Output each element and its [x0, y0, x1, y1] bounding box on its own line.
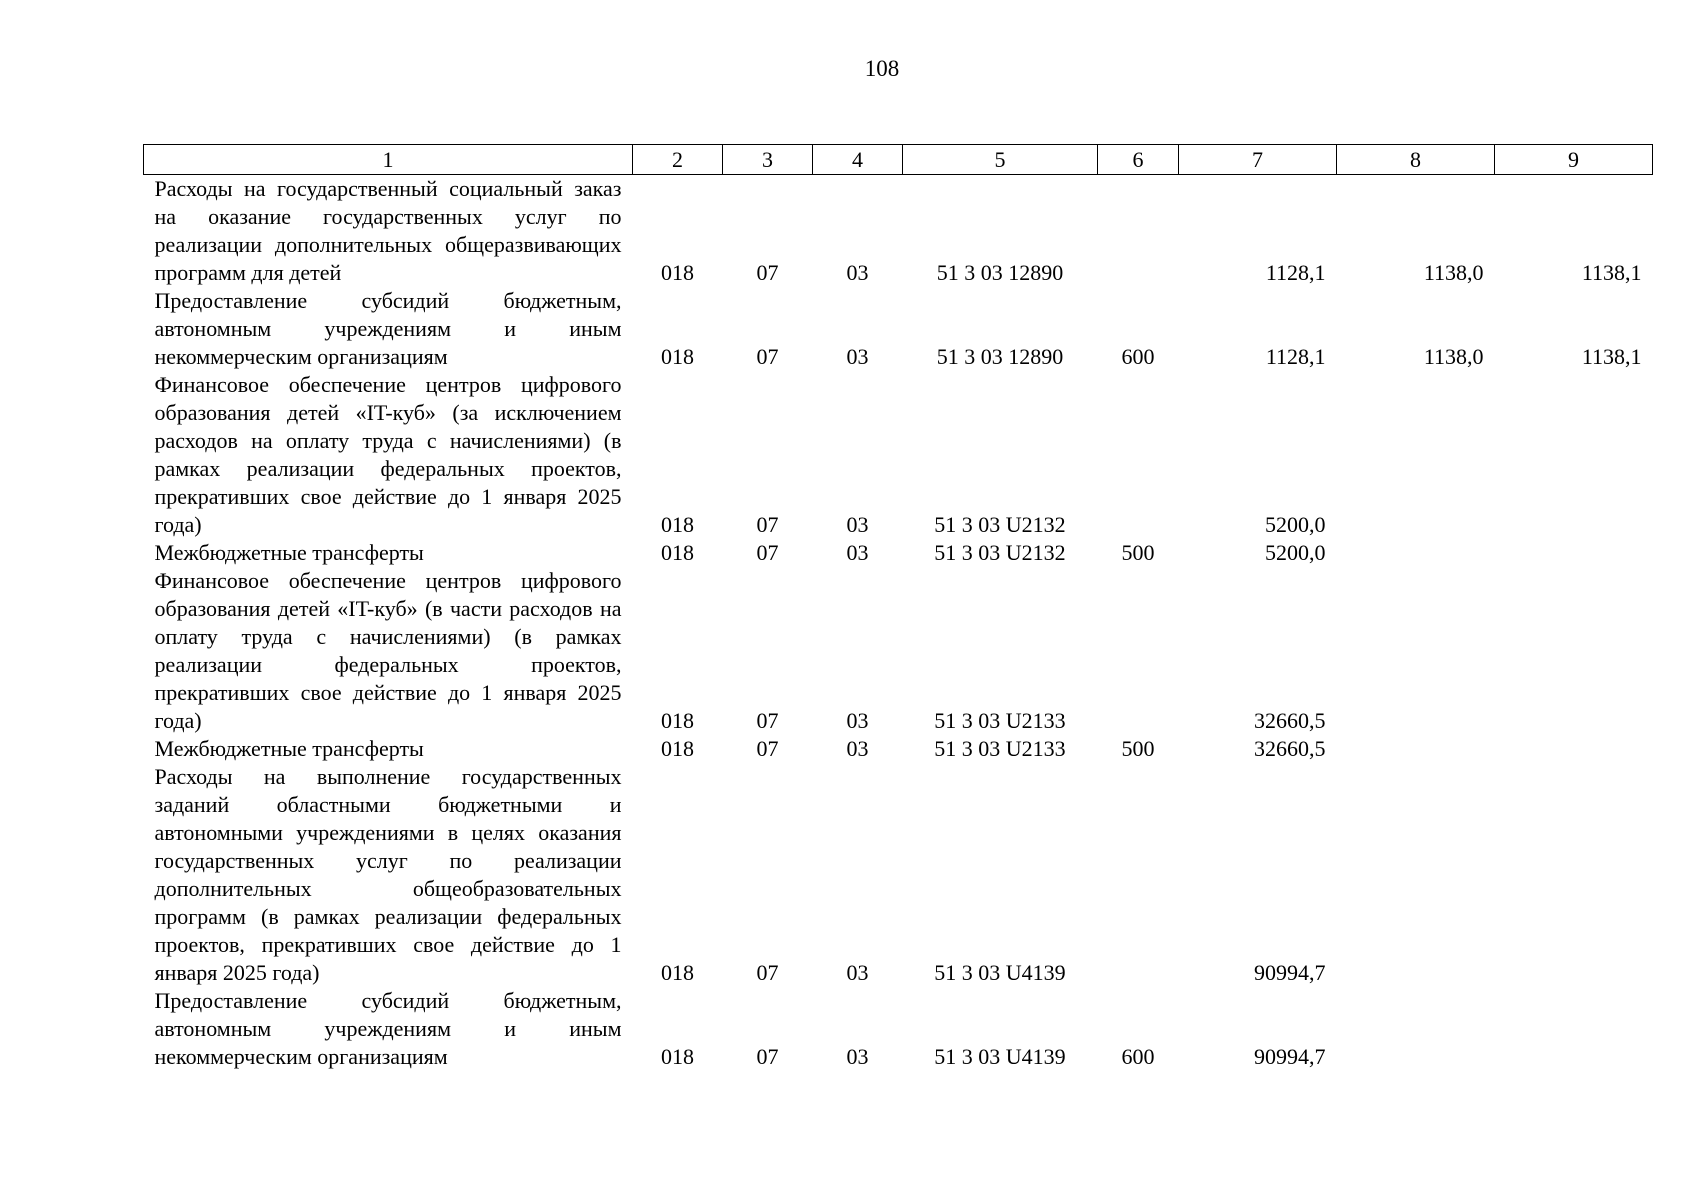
column-header-9: 9 — [1495, 145, 1653, 175]
row-csr-code: 51 3 03 U2133 — [934, 708, 1066, 733]
table-row — [144, 175, 1653, 288]
row-gr-code: 018 — [661, 344, 694, 369]
row-gr-code: 018 — [661, 540, 694, 565]
row-amount-col7: 5200,0 — [1265, 512, 1326, 537]
column-header-2: 2 — [633, 145, 723, 175]
row-gr-code: 018 — [661, 960, 694, 985]
table-header-row — [144, 145, 1653, 175]
row-description: Межбюджетные трансферты — [154, 736, 424, 761]
table-row — [144, 539, 1653, 567]
table-body — [144, 175, 1653, 1072]
row-vr-code — [1098, 371, 1179, 539]
row-gr-code: 018 — [661, 1044, 694, 1069]
table-row — [144, 567, 1653, 735]
row-amount-col8 — [1337, 735, 1495, 763]
budget-table — [143, 144, 1653, 1071]
row-amount-col9 — [1495, 735, 1653, 763]
row-csr-code: 51 3 03 U4139 — [934, 960, 1066, 985]
row-pr-code: 03 — [846, 960, 869, 985]
row-rz-code: 07 — [756, 708, 779, 733]
row-amount-col9: 1138,1 — [1581, 344, 1642, 369]
page-number: 108 — [864, 56, 900, 81]
column-header-5: 5 — [903, 145, 1098, 175]
column-header-1: 1 — [144, 145, 633, 175]
row-csr-code: 51 3 03 12890 — [936, 344, 1064, 369]
row-amount-col9 — [1495, 539, 1653, 567]
row-vr-code: 500 — [1121, 736, 1155, 761]
row-description: Финансовое обеспечение центров цифрового образования детей «IT-куб» (за исключением расходов на оплату труда с начислениями) (в рамках реализации федеральных проектов, прекративших свое действие до 1 января 2025 года) — [154, 372, 622, 537]
table-row — [144, 987, 1653, 1071]
row-pr-code: 03 — [846, 540, 869, 565]
row-amount-col7: 1128,1 — [1265, 344, 1326, 369]
row-amount-col8 — [1337, 763, 1495, 987]
row-description: Расходы на выполнение государственных заданий областными бюджетными и автономными учреждениями в целях оказания государственных услуг по реализации дополнительных общеобразовательных программ (в рамках реализации федеральных проектов, прекративших свое действие до 1 января 2025 года) — [154, 764, 622, 985]
column-header-6: 6 — [1098, 145, 1179, 175]
row-vr-code: 600 — [1121, 1044, 1155, 1069]
row-amount-col9 — [1495, 987, 1653, 1071]
row-amount-col9: 1138,1 — [1581, 260, 1642, 285]
row-rz-code: 07 — [756, 344, 779, 369]
row-csr-code: 51 3 03 12890 — [936, 260, 1064, 285]
row-vr-code — [1098, 175, 1179, 288]
row-amount-col7: 5200,0 — [1265, 540, 1326, 565]
row-amount-col8 — [1337, 539, 1495, 567]
row-amount-col7: 32660,5 — [1254, 736, 1326, 761]
row-description: Предоставление субсидий бюджетным, автономным учреждениям и иным некоммерческим организациям — [154, 288, 622, 369]
row-amount-col8: 1138,0 — [1423, 344, 1484, 369]
row-rz-code: 07 — [756, 540, 779, 565]
row-pr-code: 03 — [846, 1044, 869, 1069]
row-csr-code: 51 3 03 U2132 — [934, 540, 1066, 565]
row-amount-col7: 90994,7 — [1254, 960, 1326, 985]
row-pr-code: 03 — [846, 512, 869, 537]
row-pr-code: 03 — [846, 260, 869, 285]
row-amount-col7: 1128,1 — [1265, 260, 1326, 285]
column-header-8: 8 — [1337, 145, 1495, 175]
row-gr-code: 018 — [661, 736, 694, 761]
row-amount-col7: 90994,7 — [1254, 1044, 1326, 1069]
row-vr-code — [1098, 763, 1179, 987]
row-rz-code: 07 — [756, 512, 779, 537]
row-description: Расходы на государственный социальный заказ на оказание государственных услуг по реализации дополнительных общеразвивающих программ для детей — [154, 176, 622, 285]
row-rz-code: 07 — [756, 960, 779, 985]
row-pr-code: 03 — [846, 344, 869, 369]
row-csr-code: 51 3 03 U2133 — [934, 736, 1066, 761]
row-gr-code: 018 — [661, 708, 694, 733]
row-rz-code: 07 — [756, 260, 779, 285]
row-amount-col8 — [1337, 987, 1495, 1071]
column-header-3: 3 — [723, 145, 813, 175]
table-row — [144, 735, 1653, 763]
column-header-4: 4 — [813, 145, 903, 175]
row-gr-code: 018 — [661, 260, 694, 285]
row-csr-code: 51 3 03 U4139 — [934, 1044, 1066, 1069]
row-rz-code: 07 — [756, 736, 779, 761]
row-description: Межбюджетные трансферты — [154, 540, 424, 565]
row-amount-col8: 1138,0 — [1423, 260, 1484, 285]
row-description: Финансовое обеспечение центров цифрового образования детей «IT-куб» (в части расходов на оплату труда с начислениями) (в рамках реализации федеральных проектов, прекративших свое действие до 1 января 2025 года) — [154, 568, 622, 733]
row-gr-code: 018 — [661, 512, 694, 537]
row-vr-code: 600 — [1121, 344, 1155, 369]
table-row — [144, 763, 1653, 987]
row-rz-code: 07 — [756, 1044, 779, 1069]
table-row — [144, 287, 1653, 371]
row-amount-col8 — [1337, 567, 1495, 735]
table-row — [144, 371, 1653, 539]
row-amount-col7: 32660,5 — [1254, 708, 1326, 733]
row-pr-code: 03 — [846, 708, 869, 733]
row-vr-code: 500 — [1121, 540, 1155, 565]
row-amount-col9 — [1495, 763, 1653, 987]
row-amount-col9 — [1495, 567, 1653, 735]
row-vr-code — [1098, 567, 1179, 735]
row-amount-col9 — [1495, 371, 1653, 539]
row-pr-code: 03 — [846, 736, 869, 761]
row-csr-code: 51 3 03 U2132 — [934, 512, 1066, 537]
row-description: Предоставление субсидий бюджетным, автономным учреждениям и иным некоммерческим организациям — [154, 988, 622, 1069]
column-header-7: 7 — [1179, 145, 1337, 175]
row-amount-col8 — [1337, 371, 1495, 539]
